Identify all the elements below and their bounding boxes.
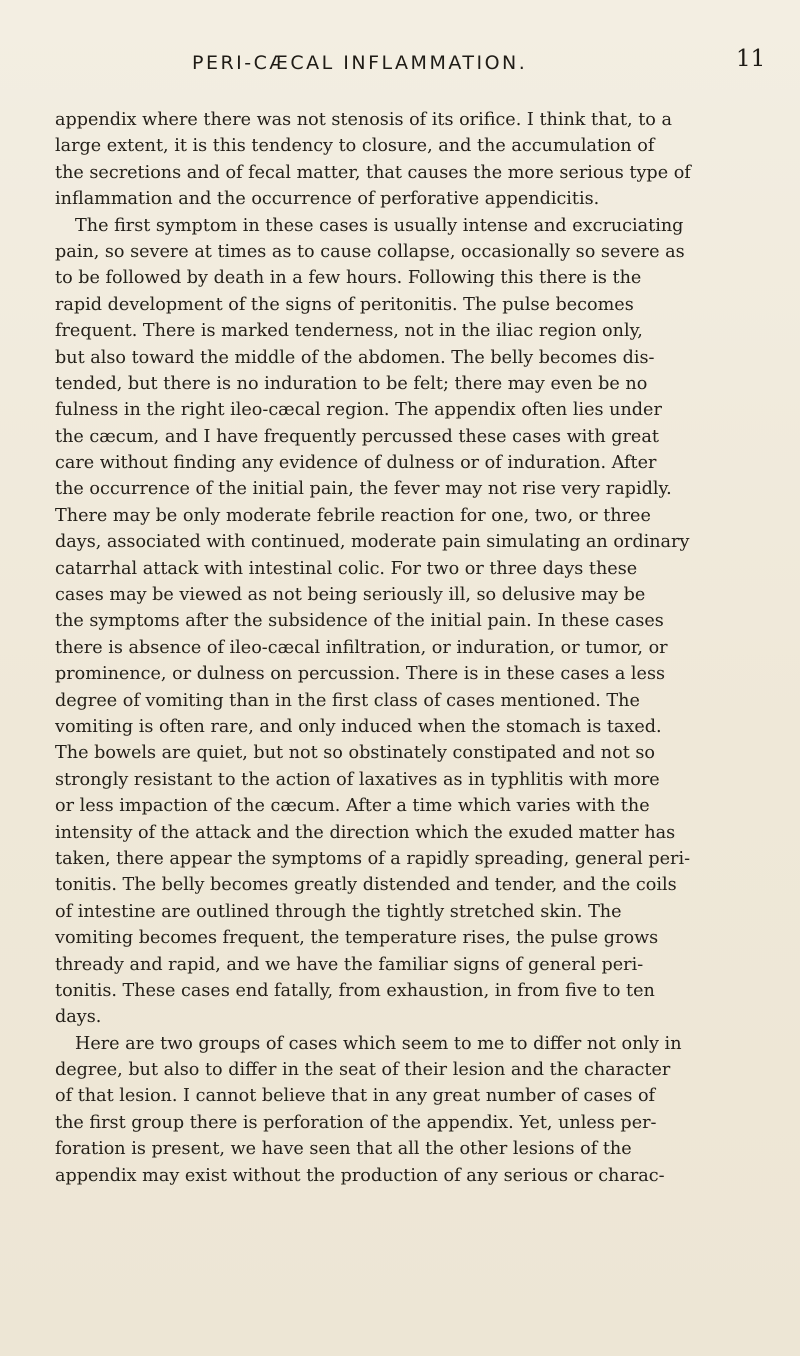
text-line: tended, but there is no induration to be felt; there may even be no [55,373,648,394]
text-line: inflammation and the occurrence of perforative appendicitis. [55,189,600,210]
text-line: or less impaction of the cæcum. After a time which varies with the [55,796,650,817]
text-line: appendix where there was not stenosis of its orifice. I think that, to a [55,110,672,130]
text-line: vomiting becomes frequent, the temperature rises, the pulse grows [55,928,659,949]
text-line: degree, but also to differ in the seat of their lesion and the character [55,1060,671,1081]
text-line: of that lesion. I cannot believe that in any great number of cases of [55,1086,656,1107]
text-line: cases may be viewed as not being seriously ill, so delusive may be [55,585,646,606]
text-line: vomiting is often rare, and only induced when the stomach is taxed. [55,716,662,737]
text-line: the first group there is perforation of the appendix. Yet, unless per- [55,1112,657,1133]
text-line: tonitis. These cases end fatally, from exhaustion, in from five to ten [55,980,655,1001]
text-line: strongly resistant to the action of laxatives as in typhlitis with more [55,769,660,790]
text-line: appendix may exist without the production of any serious or charac- [55,1165,665,1186]
text-line: tonitis. The belly becomes greatly distended and tender, and the coils [55,875,677,896]
text-line: the secretions and of fecal matter, that causes the more serious type of [55,162,691,183]
text-line: thready and rapid, and we have the familiar signs of general peri- [55,954,644,975]
body-text [55,107,771,1189]
text-line: large extent, it is this tendency to closure, and the accumulation of [55,136,655,157]
text-line: foration is present, we have seen that all the other lesions of the [55,1139,632,1160]
text-line: catarrhal attack with intestinal colic. For two or three days these [55,558,638,579]
text-line: the symptoms after the subsidence of the initial pain. In these cases [55,611,664,632]
text-line: taken, there appear the symptoms of a rapidly spreading, general peri- [55,848,691,869]
text-line: days. [55,1007,102,1028]
paragraph-start-line: The first symptom in these cases is usually intense and excruciating [75,215,684,236]
text-line: the occurrence of the initial pain, the fever may not rise very rapidly. [55,479,672,500]
text-line: prominence, or dulness on percussion. There is in these cases a less [55,664,666,685]
text-line: frequent. There is marked tenderness, not in the iliac region only, [55,321,643,342]
text-line: rapid development of the signs of peritonitis. The pulse becomes [55,294,634,315]
text-line: of intestine are outlined through the tightly stretched skin. The [55,901,622,922]
text-line: pain, so severe at times as to cause collapse, occasionally so severe as [55,241,685,262]
running-head: PERI-CÆCAL INFLAMMATION. [192,52,528,74]
text-line: intensity of the attack and the direction which the exuded matter has [55,822,676,843]
text-line: care without finding any evidence of dulness or of induration. After [55,453,657,474]
page-header [0,46,800,82]
text-line: to be followed by death in a few hours. Following this there is the [55,268,642,289]
text-line: days, associated with continued, moderate pain simulating an ordinary [55,532,690,553]
text-line: degree of vomiting than in the first class of cases mentioned. The [55,690,640,711]
text-line: The bowels are quiet, but not so obstinately constipated and not so [55,743,656,764]
text-line: but also toward the middle of the abdomen. The belly becomes dis- [55,347,655,368]
page-number: 11 [736,46,766,72]
text-line: the cæcum, and I have frequently percussed these cases with great [55,426,659,447]
text-line: There may be only moderate febrile reaction for one, two, or three [55,505,651,526]
text-line: there is absence of ileo-cæcal infiltration, or induration, or tumor, or [55,637,668,658]
text-line: fulness in the right ileo-cæcal region. The appendix often lies under [55,400,662,421]
paragraph-start-line: Here are two groups of cases which seem to me to differ not only in [75,1033,682,1054]
